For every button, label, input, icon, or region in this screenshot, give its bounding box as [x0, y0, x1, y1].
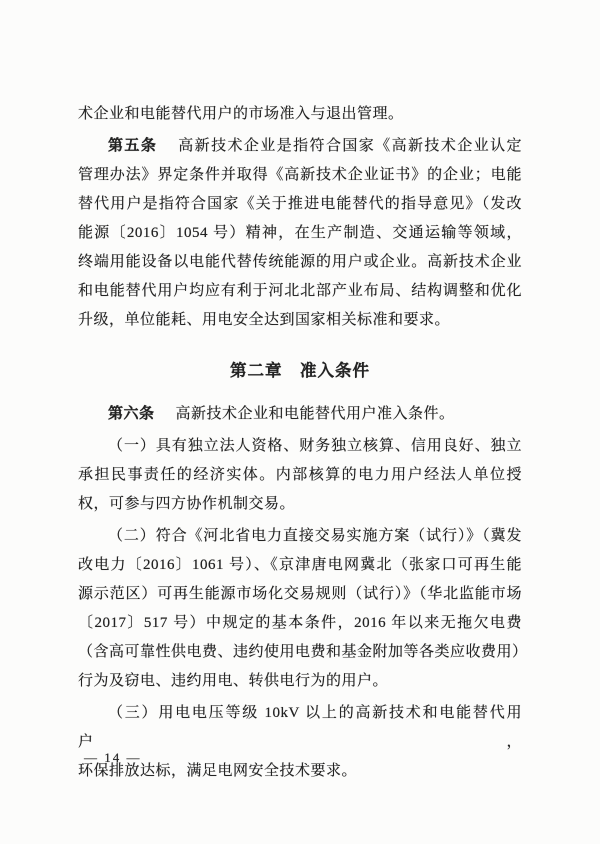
- line-text: 能源〔2016〕1054 号）精神，在生产制造、交通运输等领域，: [78, 225, 522, 241]
- paragraph-line: [78, 757, 522, 786]
- article-5-number: 第五条: [108, 138, 158, 154]
- document-body: [78, 100, 528, 786]
- line-text: （三）用电电压等级 10kV 以上的高新技术和电能替代用户，: [78, 705, 522, 750]
- line-text: 终端用能设备以电能代替传统能源的用户或企业。高新技术企业: [78, 254, 522, 270]
- line-text: 环保排放达标，满足电网安全技术要求。: [78, 763, 358, 779]
- line-text: 行为及窃电、违约用电、转供电行为的用户。: [78, 673, 389, 689]
- page-number: — 14 —: [84, 750, 142, 765]
- item-2-first-line: [78, 522, 522, 551]
- line-text: 管理办法》界定条件并取得《高新技术企业证书》的企业；电能: [78, 167, 522, 183]
- paragraph-line: [78, 306, 522, 335]
- paragraph-line: [78, 490, 522, 519]
- line-text: 和电能替代用户均应有利于河北北部产业布局、结构调整和优化: [78, 283, 522, 299]
- paragraph-line: [78, 161, 522, 190]
- paragraph-line: [78, 551, 522, 580]
- chapter-heading: 第二章 准入条件: [230, 361, 370, 380]
- line-text: （一）具有独立法人资格、财务独立核算、信用良好、独立: [108, 438, 522, 454]
- article-5-first-line: [78, 132, 522, 161]
- paragraph-line: [78, 580, 522, 609]
- paragraph-line: [78, 667, 522, 696]
- paragraph-line: [78, 190, 522, 219]
- line-text: 源示范区）可再生能源市场化交易规则（试行）》（华北监能市场: [78, 586, 522, 602]
- line-text: 术企业和电能替代用户的市场准入与退出管理。: [78, 106, 404, 122]
- continuation-line: [78, 100, 522, 129]
- line-text: 高新技术企业和电能替代用户准入条件。: [175, 406, 455, 422]
- item-1-first-line: [78, 432, 522, 461]
- paragraph-line: [78, 461, 522, 490]
- paragraph-line: [78, 219, 522, 248]
- line-text: （二）符合《河北省电力直接交易实施方案（试行）》（冀发: [108, 528, 522, 544]
- item-3-first-line: [78, 699, 522, 757]
- line-text: 替代用户是指符合国家《关于推进电能替代的指导意见》（发改: [78, 196, 522, 212]
- article-6-number: 第六条: [108, 406, 155, 422]
- line-text: 升级，单位能耗、用电安全达到国家相关标准和要求。: [78, 312, 451, 328]
- paragraph-line: [78, 609, 522, 638]
- line-text: 高新技术企业是指符合国家《高新技术企业认定: [178, 138, 522, 154]
- line-text: 改电力〔2016〕1061 号）、《京津唐电网冀北（张家口可再生能: [78, 557, 522, 573]
- line-text: 权，可参与四方协作机制交易。: [78, 496, 296, 512]
- paragraph-line: [78, 638, 528, 667]
- line-text: 〔2017〕517 号）中规定的基本条件，2016 年以来无拖欠电费: [78, 615, 522, 631]
- line-text: 承担民事责任的经济实体。内部核算的电力用户经法人单位授: [78, 467, 522, 483]
- paragraph-line: [78, 248, 522, 277]
- paragraph-line: [78, 277, 522, 306]
- article-6-first-line: [78, 400, 522, 429]
- line-text: （含高可靠性供电费、违约使用电费和基金附加等各类应收费用）: [78, 644, 528, 660]
